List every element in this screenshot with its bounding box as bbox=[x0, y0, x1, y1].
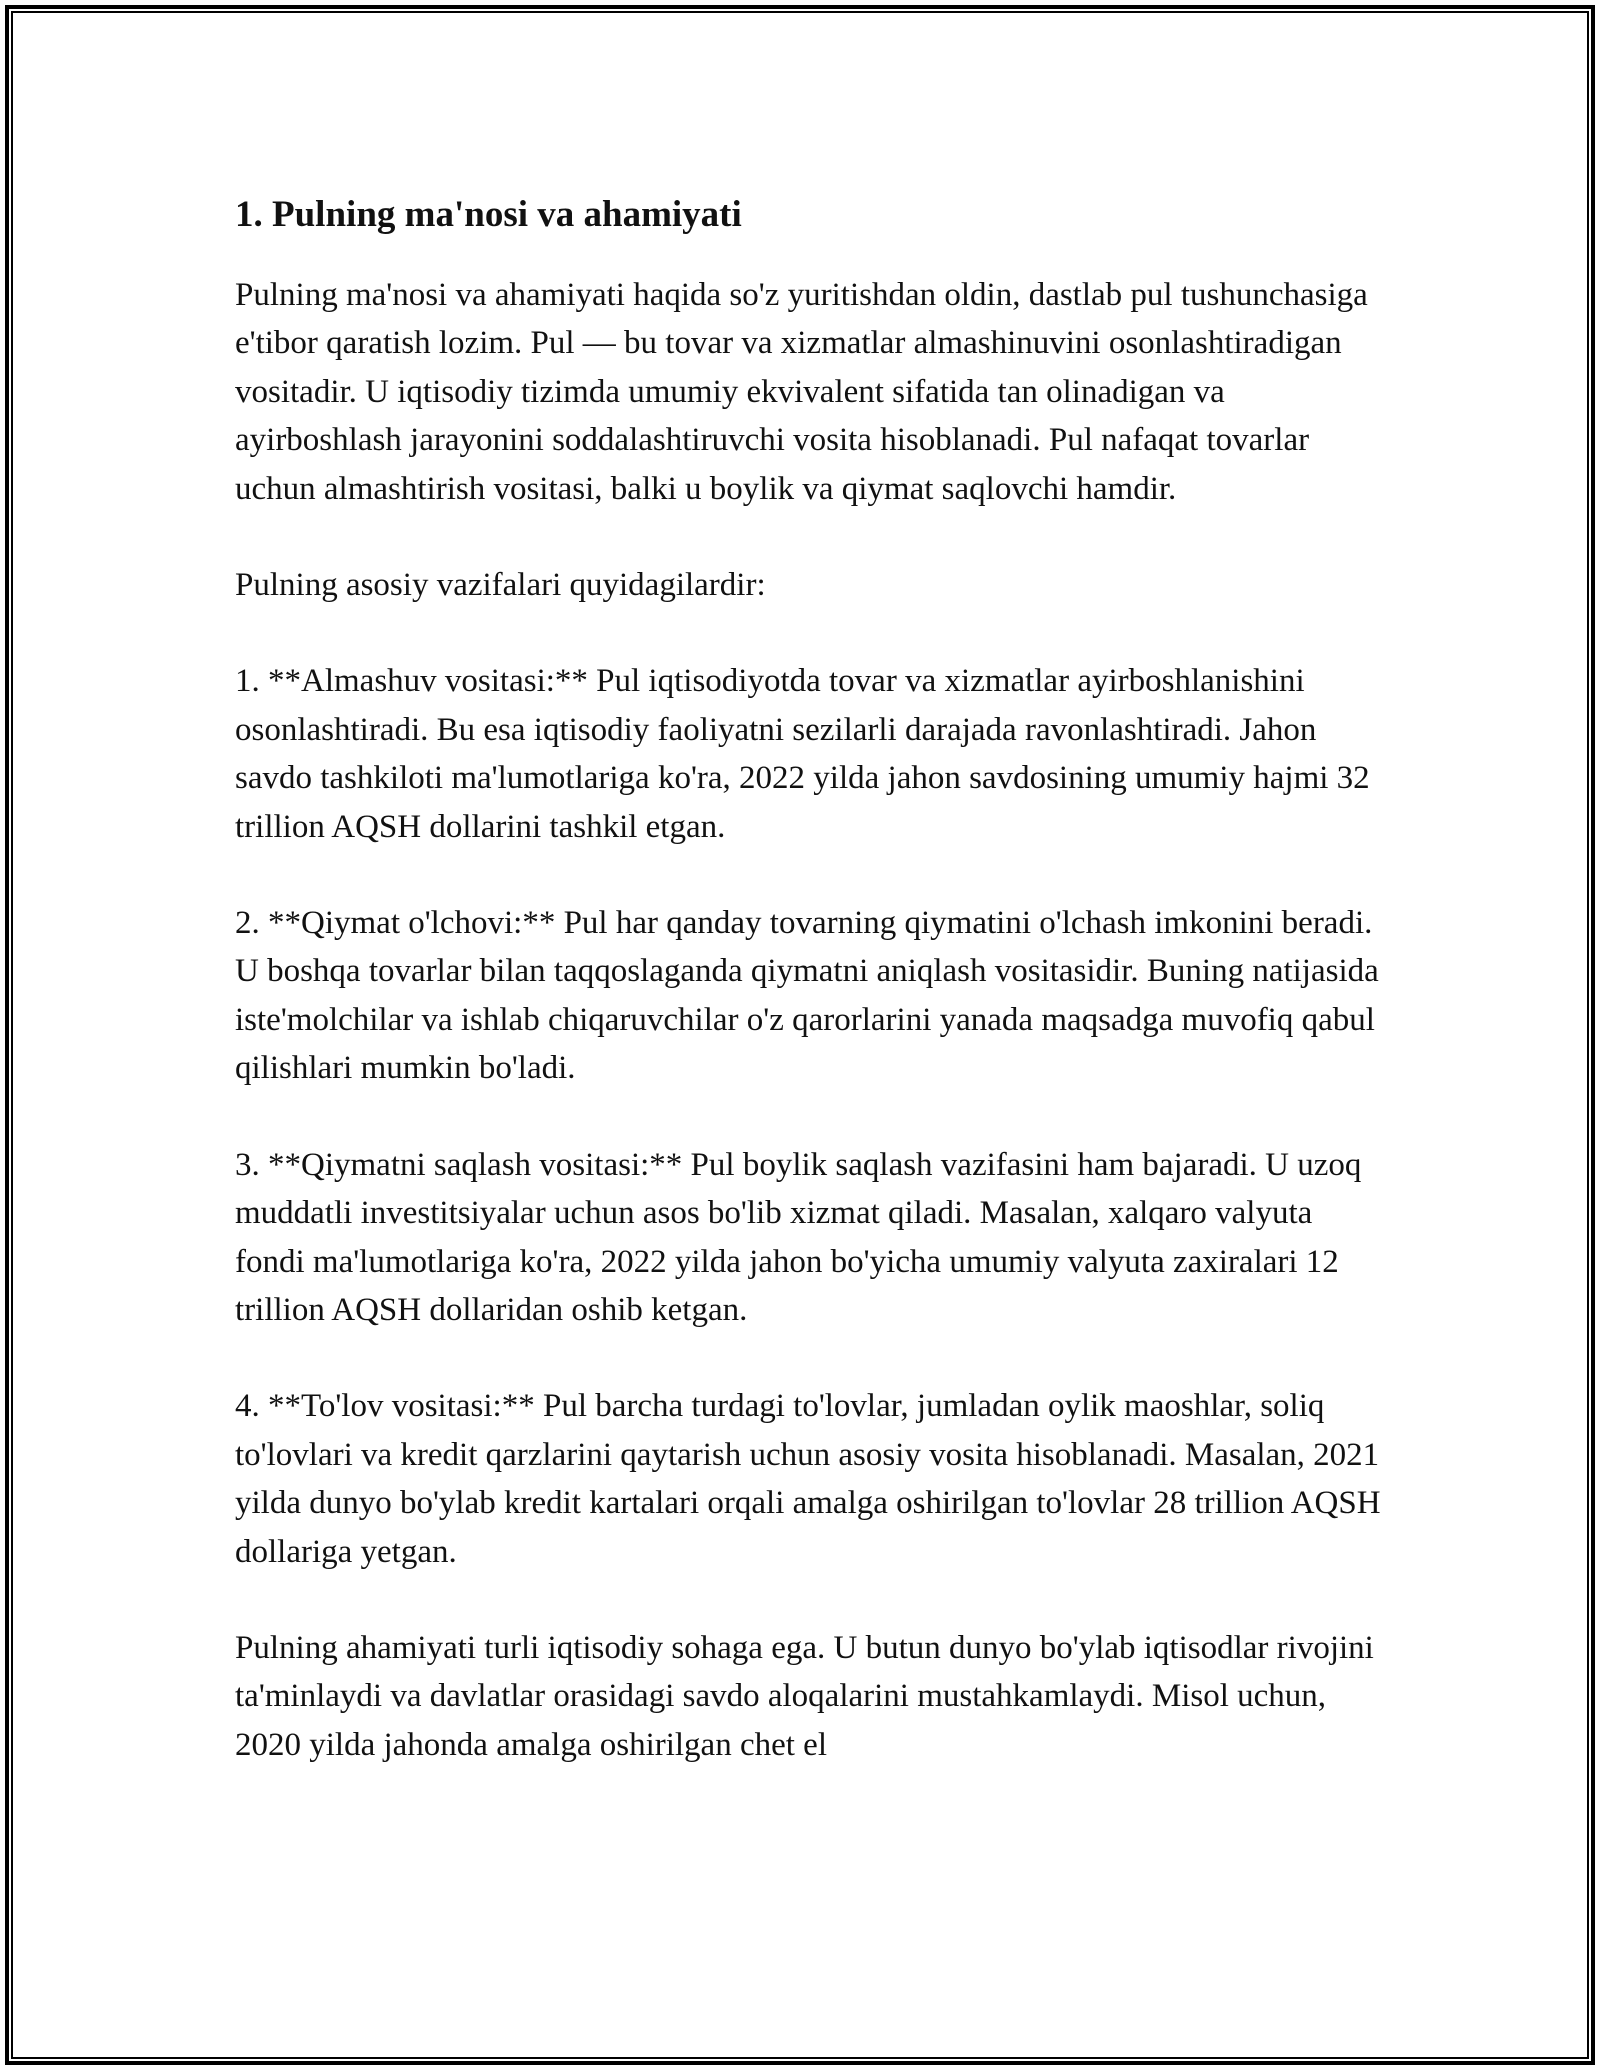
paragraph-intro: Pulning ma'nosi va ahamiyati haqida so'z yuritishdan oldin, dastlab pul tushunchasiga e'tibor qaratish lozim. Pul — bu tovar va xizmatlar almashinuvini osonlashtiradigan vositadir. U iqtisodiy tizimda umumiy ekvivalent sifatida tan olinadigan va ayirboshlash jarayonini soddalashtiruvchi vosita hisoblanadi. Pul nafaqat tovarlar uchun almashtirish vositasi, balki u boylik va qiymat saqlovchi hamdir. bbox=[235, 277, 1368, 507]
paragraph-functions-lead: Pulning asosiy vazifalari quyidagilardir: bbox=[235, 567, 766, 604]
list-item-exchange: 1. **Almashuv vositasi:** Pul iqtisodiyotda tovar va xizmatlar ayirboshlanishini osonlashtiradi. Bu esa iqtisodiy faoliyatni sezilarli darajada ravonlashtiradi. Jahon savdo tashkiloti ma'lumotlariga ko'ra, 2022 yilda jahon savdosining umumiy hajmi 32 trillion AQSH dollarini tashkil etgan. bbox=[235, 663, 1370, 845]
list-item-payment: 4. **To'lov vositasi:** Pul barcha turdagi to'lovlar, jumladan oylik maoshlar, soliq to'lovlari va kredit qarzlarini qaytarish uchun asosiy vosita hisoblanadi. Masalan, 2021 yilda dunyo bo'ylab kredit kartalari orqali amalga oshirilgan to'lovlar 28 trillion AQSH dollariga yetgan. bbox=[235, 1388, 1381, 1570]
paragraph-importance: Pulning ahamiyati turli iqtisodiy sohaga ega. U butun dunyo bo'ylab iqtisodlar rivojini ta'minlaydi va davlatlar orasidagi savdo aloqalarini mustahkamlaydi. Misol uchun, 2020 yilda jahonda amalga oshirilgan chet el bbox=[235, 1629, 1374, 1763]
list-item-store-of-value: 3. **Qiymatni saqlash vositasi:** Pul boylik saqlash vazifasini ham bajaradi. U uzoq muddatli investitsiyalar uchun asos bo'lib xizmat qiladi. Masalan, xalqaro valyuta fondi ma'lumotlariga ko'ra, 2022 yilda jahon bo'yicha umumiy valyuta zaxiralari 12 trillion AQSH dollaridan oshib ketgan. bbox=[235, 1146, 1362, 1328]
document-body bbox=[235, 185, 1385, 1817]
list-item-measure: 2. **Qiymat o'lchovi:** Pul har qanday tovarning qiymatini o'lchash imkonini beradi. U boshqa tovarlar bilan taqqoslaganda qiymatni aniqlash vositasidir. Buning natijasida iste'molchilar va ishlab chiqaruvchilar o'z qarorlarini yanada maqsadga muvofiq qabul qilishlari mumkin bo'ladi. bbox=[235, 905, 1379, 1087]
section-heading: 1. Pulning ma'nosi va ahamiyati bbox=[235, 194, 742, 235]
